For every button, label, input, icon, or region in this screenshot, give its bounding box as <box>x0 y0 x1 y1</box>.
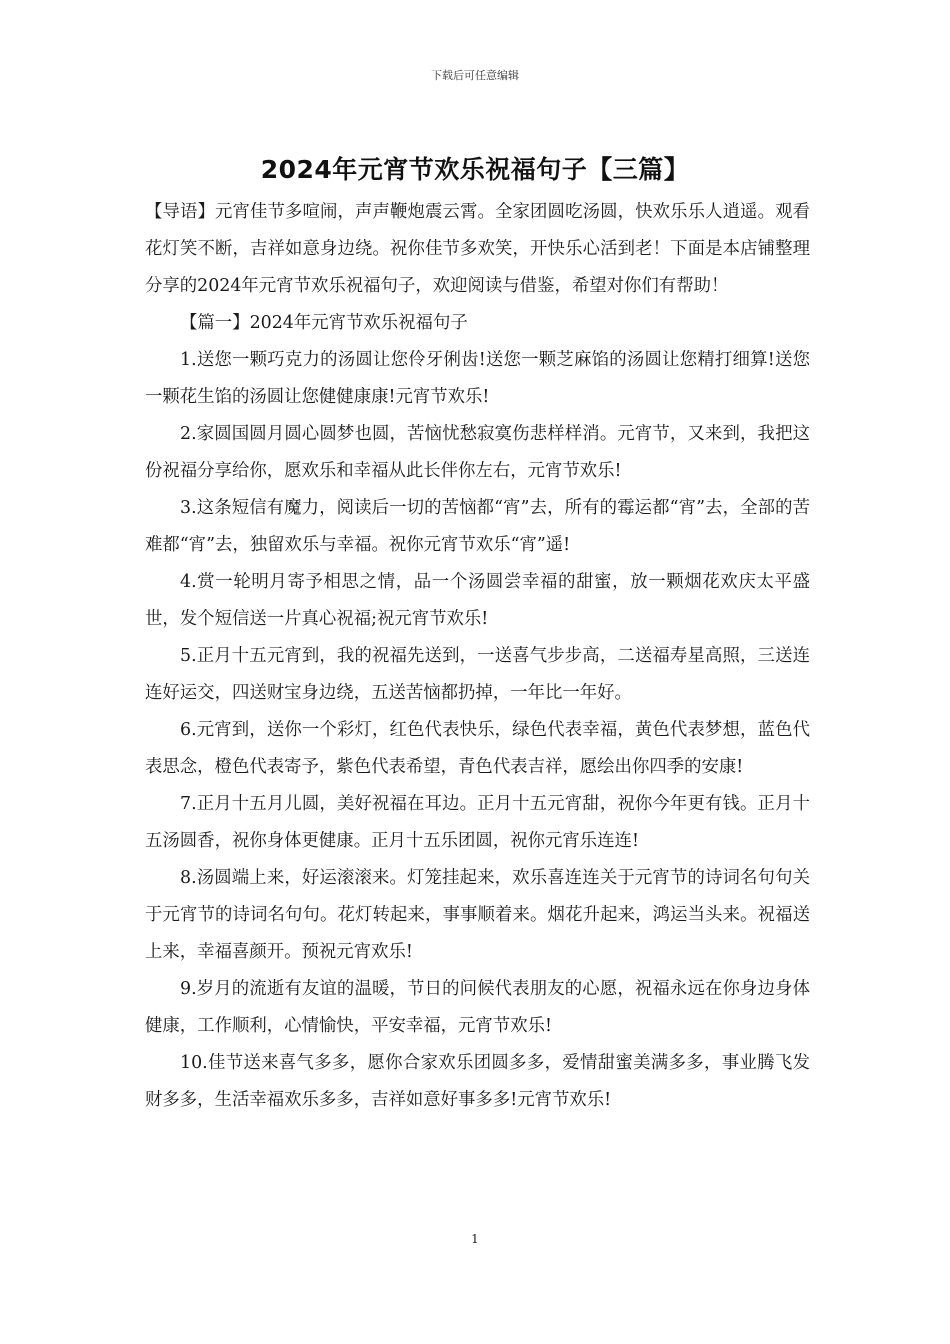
list-item: 1.送您一颗巧克力的汤圆让您伶牙俐齿!送您一颗芝麻馅的汤圆让您精打细算!送您一颗花生馅的汤圆让您健健康康!元宵节欢乐! <box>145 350 810 407</box>
list-item: 4.赏一轮明月寄予相思之情，品一个汤圆尝幸福的甜蜜，放一颗烟花欢庆太平盛世，发个短信送一片真心祝福;祝元宵节欢乐! <box>145 572 810 629</box>
list-item: 3.这条短信有魔力，阅读后一切的苦恼都“宵”去，所有的霉运都“宵”去，全部的苦难都“宵”去，独留欢乐与幸福。祝你元宵节欢乐“宵”遥! <box>145 498 810 555</box>
list-item: 7.正月十五月儿圆，美好祝福在耳边。正月十五元宵甜，祝你今年更有钱。正月十五汤圆香，祝你身体更健康。正月十五乐团圆，祝你元宵乐连连! <box>145 794 810 851</box>
list-item: 9.岁月的流逝有友谊的温暖，节日的问候代表朋友的心愿，祝福永远在你身边身体健康，工作顺利，心情愉快，平安幸福，元宵节欢乐! <box>145 979 810 1036</box>
list-item: 2.家圆国圆月圆心圆梦也圆，苦恼忧愁寂寞伤悲样样消。元宵节，又来到，我把这份祝福分享给你，愿欢乐和幸福从此长伴你左右，元宵节欢乐! <box>145 424 810 481</box>
page-header: 下载后可任意编辑 <box>431 69 519 82</box>
list-item: 5.正月十五元宵到，我的祝福先送到，一送喜气步步高，二送福寿星高照，三送连连好运交，四送财宝身边绕，五送苦恼都扔掉，一年比一年好。 <box>145 646 810 703</box>
list-item: 6.元宵到，送你一个彩灯，红色代表快乐，绿色代表幸福，黄色代表梦想，蓝色代表思念，橙色代表寄予，紫色代表希望，青色代表吉祥，愿绘出你四季的安康! <box>145 720 810 777</box>
list-item: 8.汤圆端上来，好运滚滚来。灯笼挂起来，欢乐喜连连关于元宵节的诗词名句句关于元宵节的诗词名句句。花灯转起来，事事顺着来。烟花升起来，鸿运当头来。祝福送上来，幸福喜颜开。预祝元宵欢乐! <box>145 868 810 962</box>
document-body <box>145 194 810 1119</box>
section-heading: 【篇一】2024年元宵节欢乐祝福句子 <box>180 313 468 333</box>
intro-paragraph: 【导语】元宵佳节多喧闹，声声鞭炮震云霄。全家团圆吃汤圆，快欢乐乐人逍遥。观看花灯笑不断，吉祥如意身边绕。祝你佳节多欢笑，开快乐心活到老！下面是本店铺整理分享的2024年元宵节欢乐祝福句子，欢迎阅读与借鉴，希望对你们有帮助！ <box>145 202 810 296</box>
document-title: 2024年元宵节欢乐祝福句子【三篇】 <box>260 155 690 184</box>
list-item: 10.佳节送来喜气多多，愿你合家欢乐团圆多多，爱情甜蜜美满多多，事业腾飞发财多多，生活幸福欢乐多多，吉祥如意好事多多!元宵节欢乐! <box>145 1053 810 1110</box>
page-number: 1 <box>471 1232 479 1246</box>
